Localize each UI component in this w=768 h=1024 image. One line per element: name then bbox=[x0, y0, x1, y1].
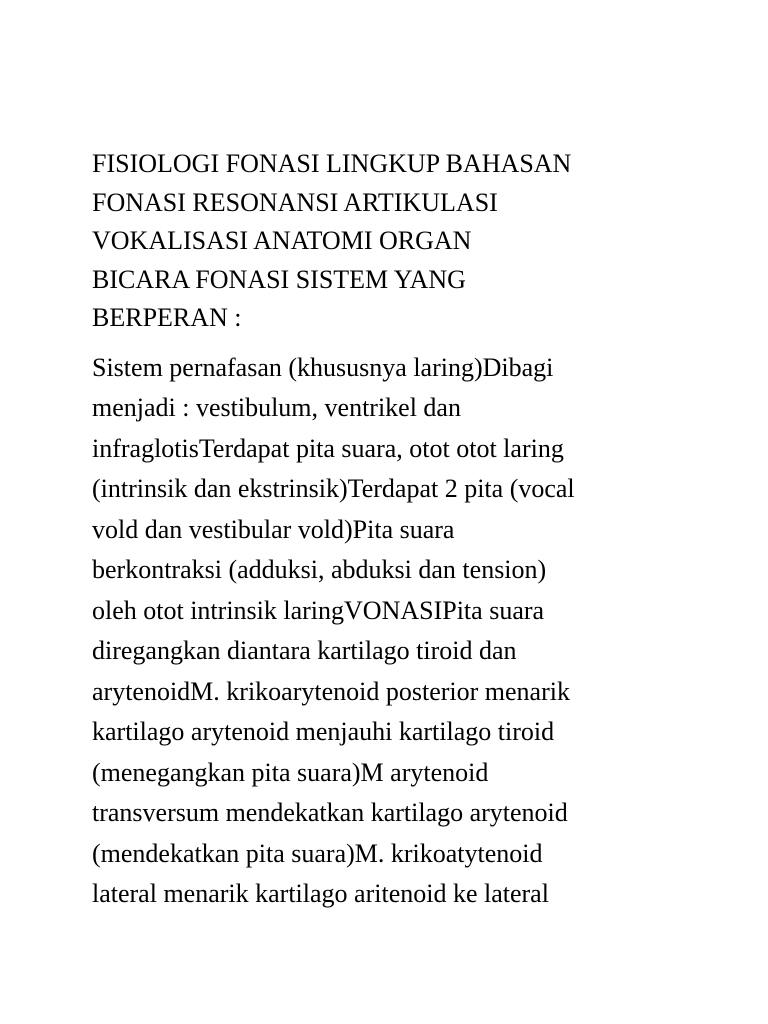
document-heading bbox=[92, 145, 692, 338]
document-content bbox=[92, 145, 692, 915]
body-line: diregangkan diantara kartilago tiroid dan bbox=[92, 636, 517, 665]
body-paragraph bbox=[92, 348, 692, 915]
body-line: arytenoidM. krikoarytenoid posterior menarik bbox=[92, 676, 570, 706]
body-line: oleh otot intrinsik laringVONASIPita suara bbox=[92, 595, 545, 625]
heading-line: BERPERAN : bbox=[92, 303, 242, 332]
heading-line: BICARA FONASI SISTEM YANG bbox=[92, 264, 466, 294]
body-line: kartilago arytenoid menjauhi kartilago tiroid bbox=[92, 717, 555, 746]
heading-line: FISIOLOGI FONASI LINGKUP BAHASAN bbox=[92, 149, 572, 178]
body-line: menjadi : vestibulum, ventrikel dan bbox=[92, 393, 461, 422]
body-line: transversum mendekatkan kartilago arytenoid bbox=[92, 798, 568, 827]
body-line: vold dan vestibular vold)Pita suara bbox=[92, 514, 455, 544]
body-line: lateral menarik kartilago aritenoid ke lateral bbox=[92, 879, 549, 908]
body-line: Sistem pernafasan (khususnya laring)Dibagi bbox=[92, 352, 554, 382]
body-line: (mendekatkan pita suara)M. krikoatytenoid bbox=[92, 838, 543, 868]
body-line: (menegangkan pita suara)M arytenoid bbox=[92, 757, 489, 787]
heading-line: VOKALISASI ANATOMI ORGAN bbox=[92, 226, 472, 255]
body-line: (intrinsik dan ekstrinsik)Terdapat 2 pita (vocal bbox=[92, 474, 575, 503]
body-line: infraglotisTerdapat pita suara, otot otot laring bbox=[92, 433, 564, 463]
body-line: berkontraksi (adduksi, abduksi dan tension) bbox=[92, 555, 547, 584]
heading-line: FONASI RESONANSI ARTIKULASI bbox=[92, 187, 498, 217]
